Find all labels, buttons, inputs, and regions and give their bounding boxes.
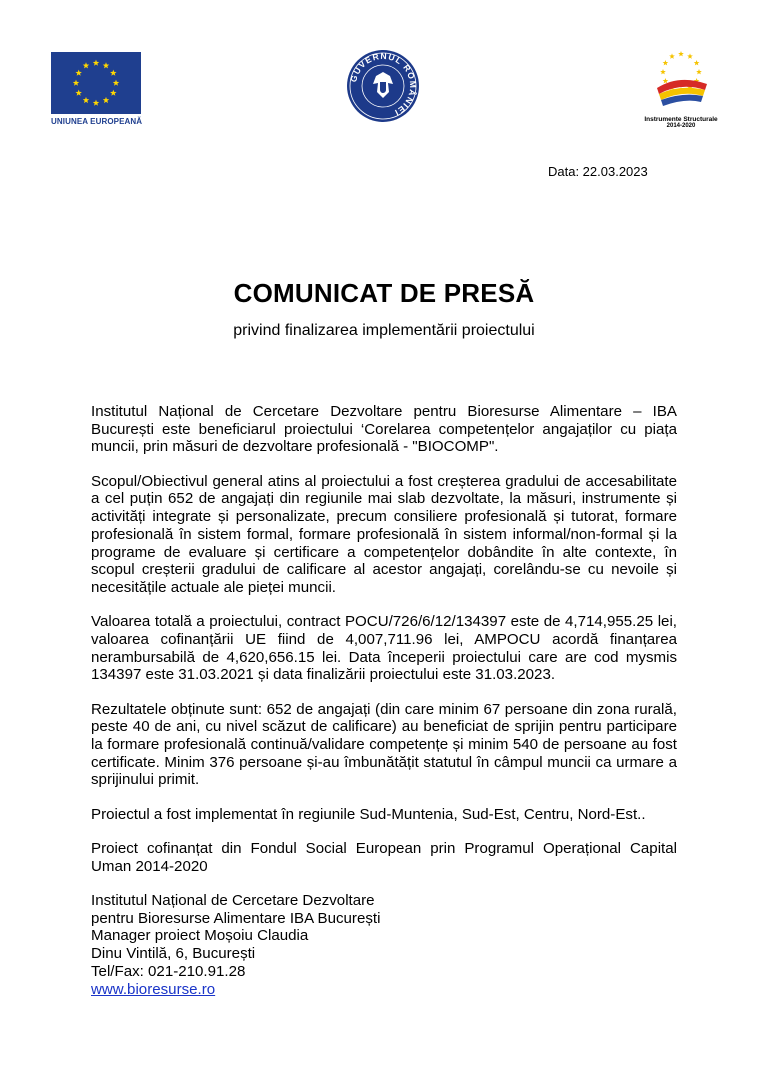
eu-logo <box>51 52 143 126</box>
document-date: Data: 22.03.2023 <box>548 164 648 179</box>
is-star-icon <box>696 69 702 74</box>
paragraph-objective: Scopul/Obiectivul general atins al proiectului a fost creșterea gradului de accesabilitate a cel puțin 652 de angajați din regiunile mai slab dezvoltate, la măsuri, instrumente și activități integrate și personalizate, precum consiliere profesională și tutorat, formare profesională în sistem formal, formare profesională în sistem informal/non-formal și la programe de evaluare și certificare a competențelor dobândite în alte contexte, în scopul creșterii gradului de calificare al acestor angajați, corelându-se cu nevoile și necesitățile actuale ale pieței muncii. <box>91 472 677 596</box>
structural-instruments-icon <box>649 48 713 110</box>
paragraph-cofinancing: Proiect cofinanțat din Fondul Social European prin Programul Operațional Capital Uman 2014-2020 <box>91 840 677 875</box>
is-star-icon <box>663 60 669 65</box>
instrumente-structurale-logo <box>642 48 720 129</box>
contact-phone: Tel/Fax: 021-210.91.28 <box>91 962 246 980</box>
government-seal <box>345 48 421 129</box>
page-title: COMUNICAT DE PRESĂ <box>233 278 535 308</box>
contact-line: pentru Bioresurse Alimentare IBA București <box>91 909 381 927</box>
paragraph-value: Valoarea totală a proiectului, contract POCU/726/6/12/134397 este de 4,714,955.25 lei, valoarea cofinanțării UE fiind de 4,007,711.96 lei, AMPOCU acordă finanțarea nerambursabilă de 4,620,656.15 lei. Data începerii proiectului care are cod mysmis 134397 este 31.03.2021 și data finalizării proiectului este 31.03.2023. <box>91 613 677 684</box>
contact-address: Dinu Vintilă, 6, București <box>91 945 256 963</box>
is-star-icon <box>663 78 669 83</box>
is-star-icon <box>687 53 693 58</box>
is-star-icon <box>694 60 700 65</box>
contact-line: Institutul Național de Cercetare Dezvoltare <box>91 892 375 910</box>
is-star-icon <box>669 53 675 58</box>
is-star-icon <box>678 51 684 56</box>
document-body <box>91 403 677 998</box>
is-caption-line2: 2014-2020 <box>666 123 696 129</box>
contact-line: Manager proiect Moșoiu Claudia <box>91 927 309 945</box>
page-subtitle: privind finalizarea implementării proiectului <box>233 322 535 339</box>
gov-ring-text: GUVERNUL ROMÂNIEI <box>348 50 419 119</box>
is-caption-line1: Instrumente Structurale <box>644 116 718 123</box>
is-star-icon <box>660 69 666 74</box>
paragraph-beneficiary: Institutul Național de Cercetare Dezvoltare pentru Bioresurse Alimentare – IBA București este beneficiarul proiectului ‘Corelarea competențelor angajaților cu piața muncii, prin măsuri de dezvoltare profesională - "BIOCOMP". <box>91 403 677 456</box>
contact-block <box>91 892 677 998</box>
paragraph-regions: Proiectul a fost implementat în regiunile Sud-Muntenia, Sud-Est, Centru, Nord-Est.. <box>91 805 646 823</box>
romania-government-seal-icon <box>345 48 421 124</box>
website-link[interactable]: www.bioresurse.ro <box>91 980 216 998</box>
eu-flag-icon <box>51 52 141 114</box>
eu-caption: UNIUNEA EUROPEANĂ <box>51 117 143 126</box>
paragraph-results: Rezultatele obținute sunt: 652 de angajați (din care minim 67 persoane din zona rurală, peste 40 de ani, cu nivel scăzut de calificare) au beneficiat de sprijin pentru participare la formare profesională continuă/validare competențe și minim 540 de persoane au fost certificate. Minim 376 persoane și-au îmbunătățit statutul în câmpul muncii ca urmare a sprijinului primit. <box>91 700 677 789</box>
